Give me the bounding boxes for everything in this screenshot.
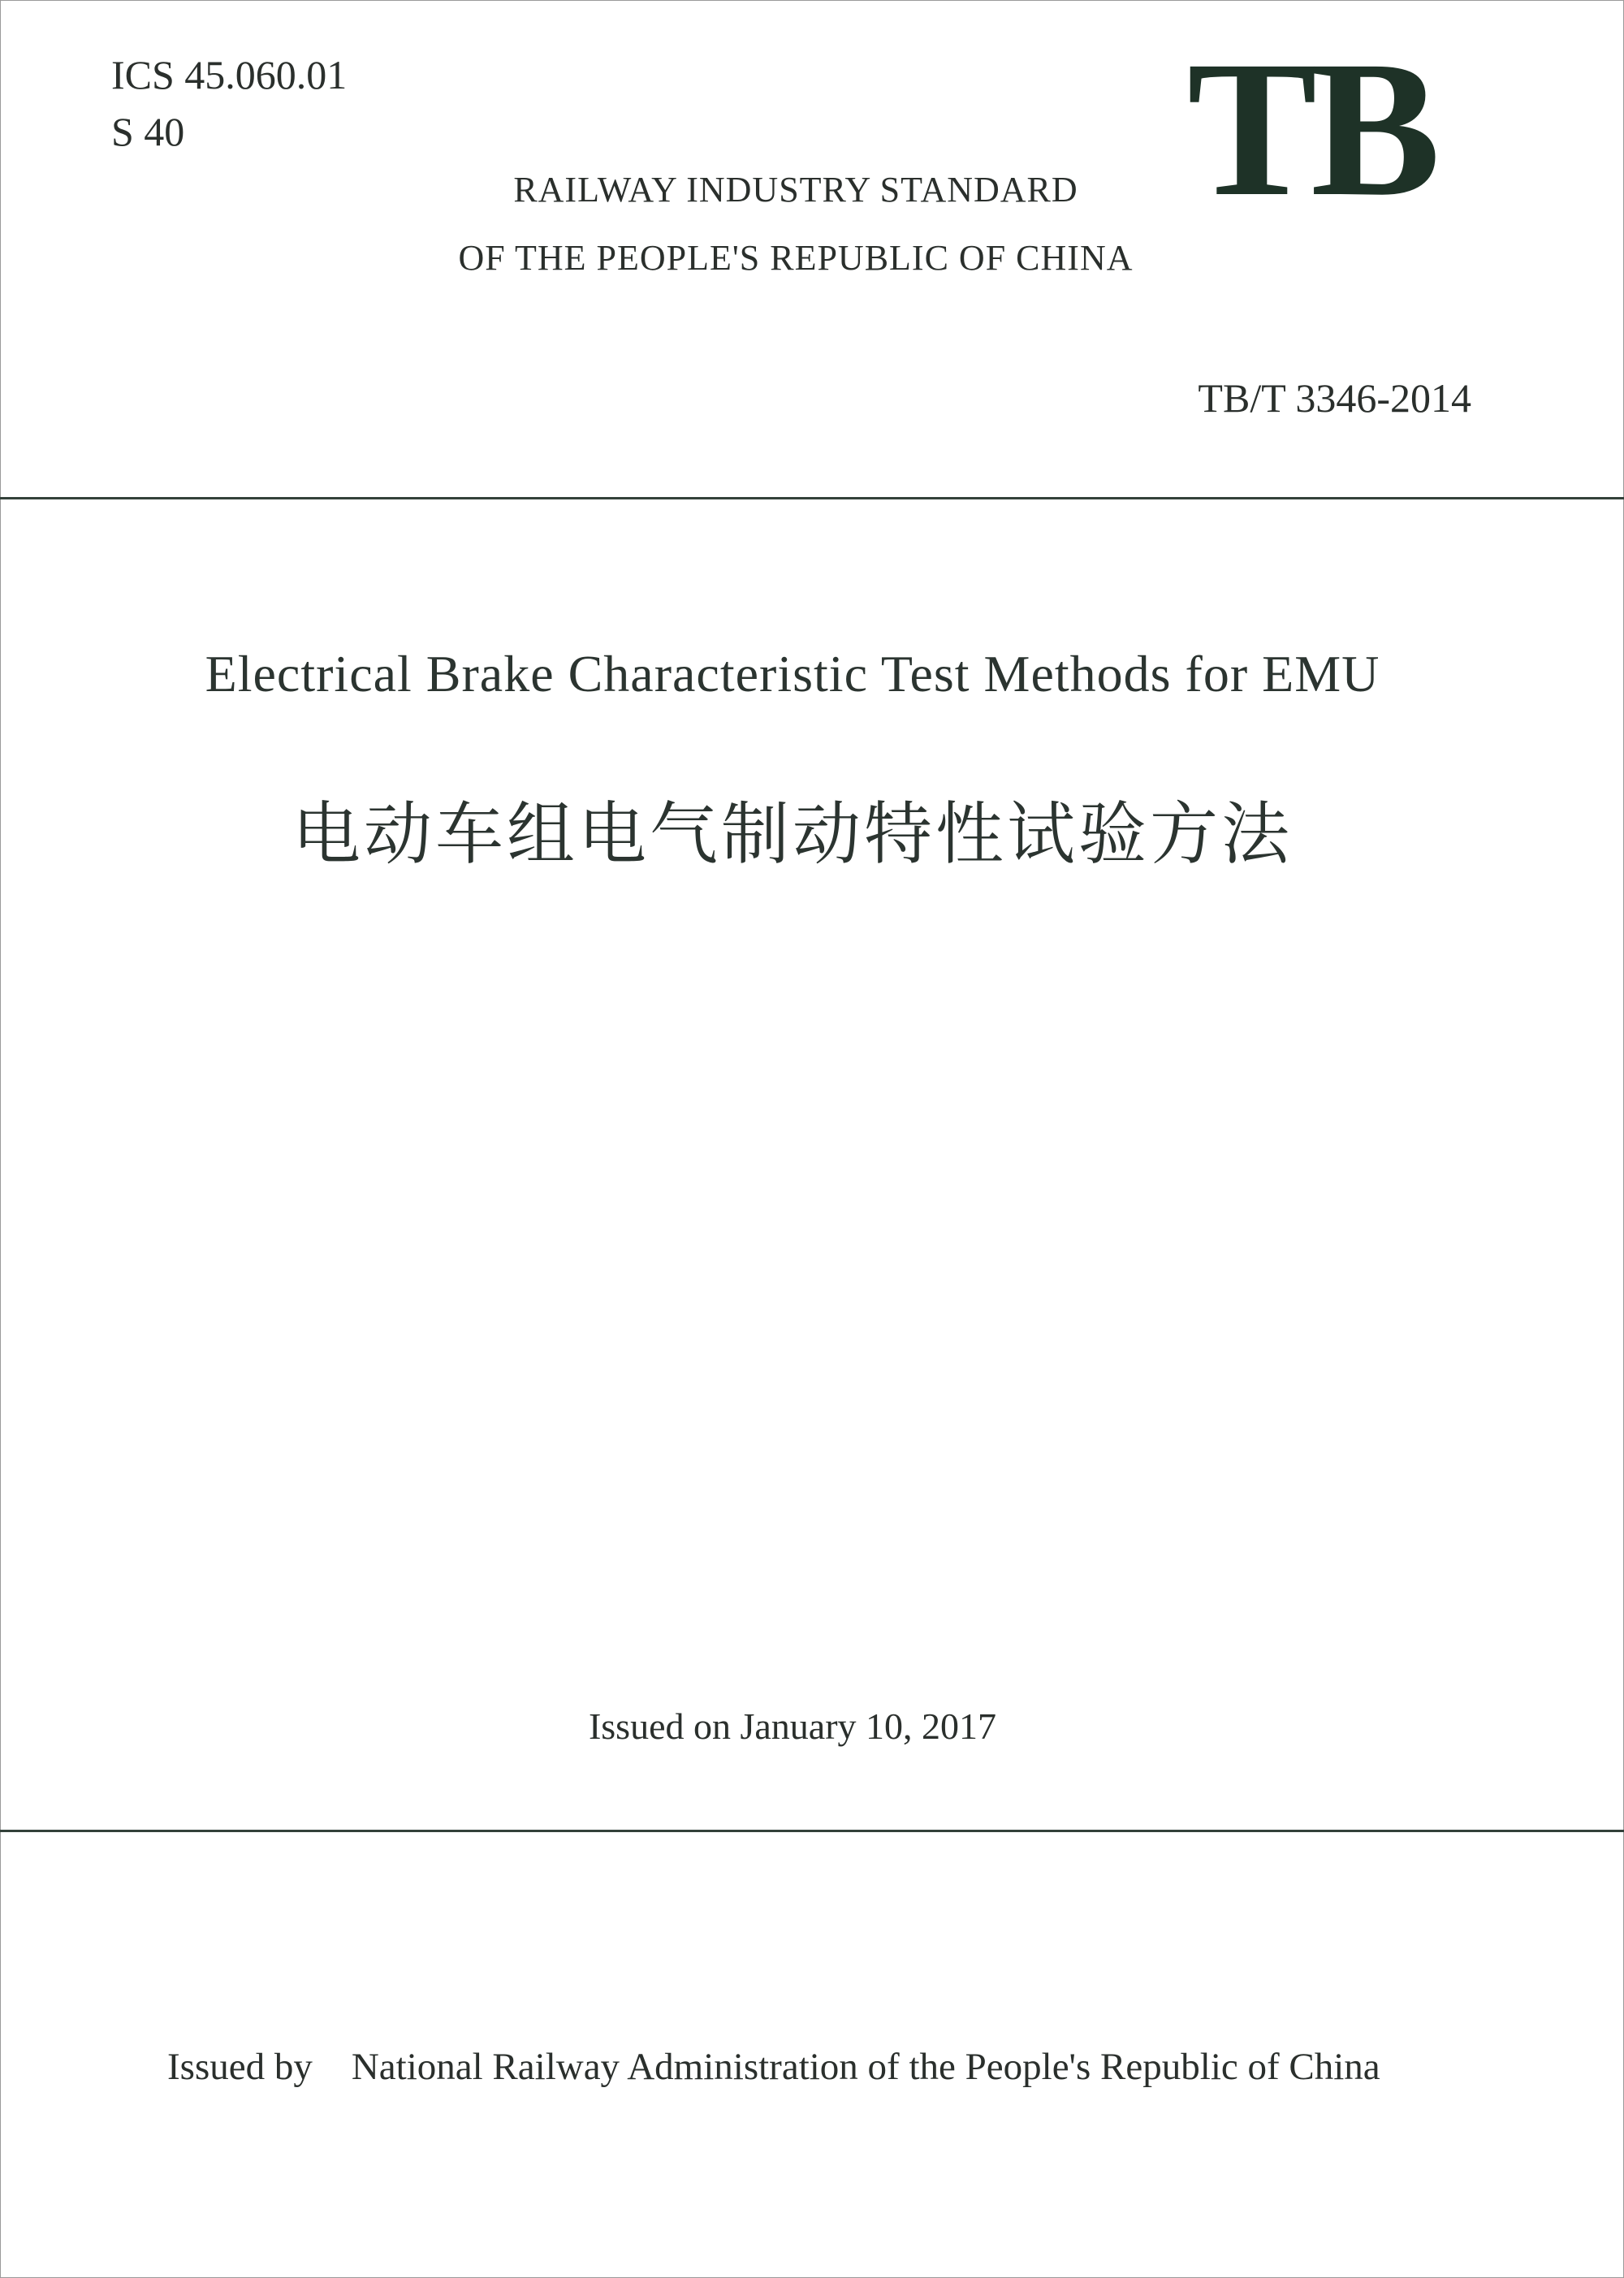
issued-by-label: Issued by bbox=[167, 2046, 313, 2088]
standard-number: TB/T 3346-2014 bbox=[1198, 375, 1471, 421]
ics-code: ICS 45.060.01 bbox=[111, 52, 348, 97]
document-title-en: Electrical Brake Characteristic Test Methods for EMU bbox=[205, 645, 1380, 702]
issuer-name: National Railway Administration of the People's Republic of China bbox=[351, 2046, 1380, 2088]
s-code: S 40 bbox=[111, 109, 185, 154]
standard-title-line1: RAILWAY INDUSTRY STANDARD bbox=[513, 170, 1078, 210]
issued-by-row bbox=[167, 2048, 1380, 2086]
document-title-zh: 电动车组电气制动特性试验方法 bbox=[292, 794, 1293, 874]
standard-title-line2: OF THE PEOPLE'S REPUBLIC OF CHINA bbox=[458, 238, 1134, 278]
top-divider bbox=[0, 497, 1624, 499]
issued-date: Issued on January 10, 2017 bbox=[588, 1705, 997, 1747]
tb-logo: TB bbox=[1187, 20, 1435, 236]
bottom-divider bbox=[0, 1830, 1624, 1832]
